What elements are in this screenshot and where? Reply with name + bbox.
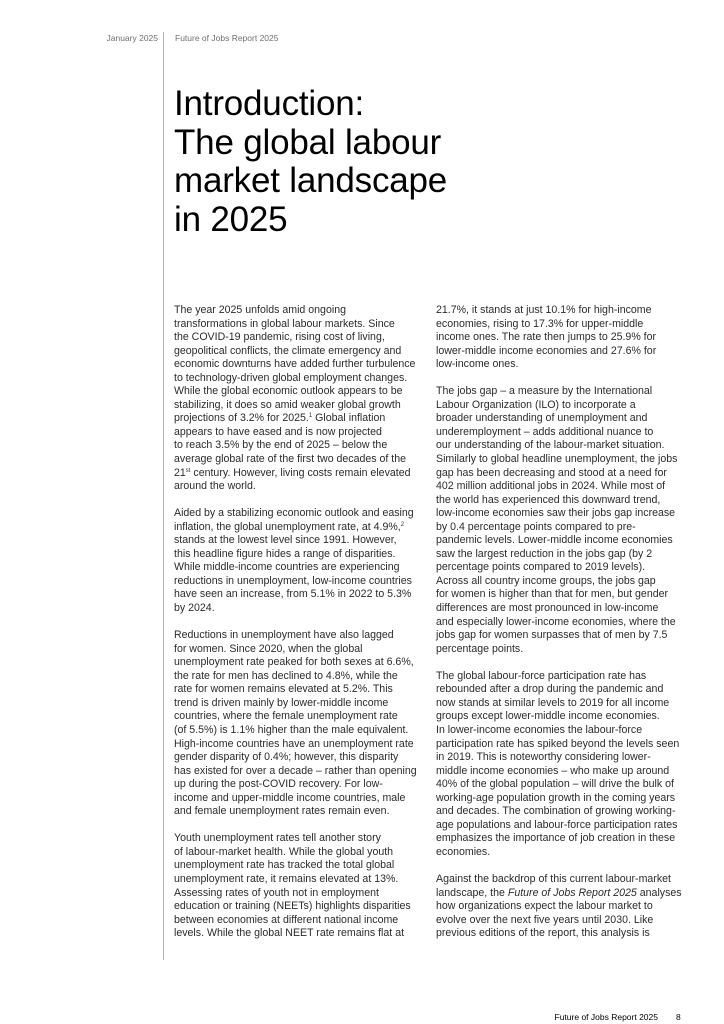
paragraph	[174, 832, 420, 940]
text-line: rate for women remains elevated at 5.2%. This	[174, 683, 393, 696]
page-header	[0, 33, 724, 47]
text-line: lower-middle income economies and 27.6% for	[436, 344, 657, 357]
text-line: and especially lower-income economies, where the	[436, 615, 676, 628]
text-line: High-income countries have an unemployment rate	[174, 737, 414, 750]
text-line: broader understanding of unemployment and	[436, 412, 648, 425]
text-line: income and upper-middle income countries, male	[174, 791, 406, 804]
text-line: differences are most pronounced in low-income	[436, 602, 659, 615]
text-line: this headline figure hides a range of disparities.	[174, 547, 396, 560]
text-line: In lower-income economies the labour-force	[436, 723, 643, 736]
text-line: jobs gap for women surpasses that of men by 7.5	[436, 629, 668, 642]
text-line: unemployment rate, it remains elevated at 13%.	[174, 872, 399, 885]
text-line: around the world.	[174, 480, 256, 493]
text-line: by 2024.	[174, 602, 215, 615]
report-title-italic: Future of Jobs Report 2025	[507, 886, 637, 899]
text-line: have seen an increase, from 5.1% in 2022 to 5.3%	[174, 588, 412, 601]
text-line: Across all country income groups, the jobs gap	[436, 574, 656, 587]
paragraph	[174, 507, 420, 615]
title-line: The global labour	[174, 122, 442, 162]
text-line: now stands at similar levels to 2019 for all income	[436, 696, 670, 709]
text-line: transformations in global labour markets. Since	[174, 317, 395, 330]
text-line: stands at the lowest level since 1991. However,	[174, 534, 397, 547]
text-line: by 0.4 percentage points compared to pre-	[436, 520, 636, 533]
text-line: The year 2025 unfolds amid ongoing	[174, 304, 346, 316]
paragraph	[436, 304, 688, 372]
text-line: has existed for over a decade – rather than opening	[174, 764, 417, 777]
text-line: percentage points.	[436, 642, 524, 655]
paragraph	[436, 670, 688, 860]
text-line: economies.	[436, 845, 491, 858]
text-line: Reductions in unemployment have also lagged	[174, 629, 394, 642]
text-line: The global labour-force participation rate has	[436, 669, 647, 682]
paragraph	[174, 629, 420, 819]
text-line: Youth unemployment rates tell another story	[174, 832, 381, 845]
text-line: evolve over the next five years until 2030. Like	[436, 913, 654, 926]
title-line: market landscape	[174, 161, 448, 200]
text-line: working-age population growth in the coming years	[436, 791, 676, 804]
text-line: age populations and labour-force participation rates	[436, 818, 678, 831]
text-line: levels. While the global NEET rate remains flat at	[174, 927, 405, 940]
text-line: to reach 3.5% by the end of 2025 – below the	[174, 439, 388, 452]
vertical-divider	[163, 32, 164, 960]
text-line: for women. Since 2020, when the global	[174, 642, 363, 655]
text-line: average global rate of the first two decades of the	[174, 453, 407, 466]
text-line: how organizations expect the labour market to	[436, 900, 653, 913]
page-title	[174, 85, 594, 239]
text-line: low-income ones.	[436, 358, 519, 371]
text-line: the COVID-19 pandemic, rising cost of living,	[174, 331, 385, 344]
text-line: to technology-driven global employment changes.	[174, 371, 408, 384]
text-line: of labour-market health. While the global youth	[174, 845, 394, 858]
text-line: Aided by a stabilizing economic outlook and easing	[174, 507, 414, 520]
text-line: groups except lower-middle income economies.	[436, 710, 660, 723]
text-line: countries, where the female unemployment rate	[174, 710, 398, 723]
text-line: economic downturns have added further turbulence	[174, 358, 416, 371]
text-line: reductions in unemployment, low-income countries	[174, 574, 412, 587]
paragraph	[436, 385, 688, 656]
text-line: trend is driven mainly by lower-middle income	[174, 696, 389, 709]
text-line: inflation, the global unemployment rate, at 4.9%,$^2$	[174, 520, 405, 533]
text-line: Assessing rates of youth not in employment	[174, 886, 379, 899]
text-line: appears to have eased and is now projected	[174, 425, 382, 438]
text-line: 21.7%, it stands at just 10.1% for high-income	[436, 304, 652, 316]
text-line: education or training (NEETs) highlights disparities	[174, 900, 411, 913]
right-text-column	[436, 304, 688, 941]
footnote-ref: 1	[308, 413, 313, 420]
text-line: the rate for men has declined to 4.8%, while the	[174, 669, 398, 682]
text-line: for women is higher than that for men, but gender	[436, 588, 669, 601]
text-line: previous editions of the report, this analysis is	[436, 927, 650, 940]
text-line: gender disparity of 0.4%; however, this disparity	[174, 751, 399, 764]
text-line: saw the largest reduction in the jobs gap (by 2	[436, 547, 653, 560]
text-line: up during the post-COVID recovery. For low-	[174, 778, 383, 791]
text-line: percentage points compared to 2019 levels).	[436, 561, 646, 574]
text-line: emphasizes the importance of job creation in these	[436, 832, 676, 845]
text-line: unemployment rate peaked for both sexes at 6.6%,	[174, 656, 414, 669]
text-line: Similarly to global headline unemployment, the jobs	[436, 453, 678, 466]
text-line: 402 million additional jobs in 2024. While most of	[436, 480, 666, 493]
text-line: projections of 3.2% for 2025.$^1$ Global inflation	[174, 412, 386, 425]
footnote-ref: 2	[400, 521, 405, 528]
text-line: 40% of the global population – will drive the bulk of	[436, 778, 674, 791]
paragraph	[436, 873, 688, 941]
text-line: gap has been decreasing and stood at a need for	[436, 466, 667, 479]
text-line: While the global economic outlook appears to be	[174, 385, 403, 398]
footer-report-title: Future of Jobs Report 2025	[554, 1012, 658, 1022]
text-line: pandemic levels. Lower-middle income economies	[436, 534, 673, 547]
text-line: underemployment – adds additional nuance to	[436, 425, 654, 438]
text-line: the world has experienced this downward trend,	[436, 493, 661, 506]
text-line: income ones. The rate then jumps to 25.9% for	[436, 331, 657, 344]
text-line: geopolitical conflicts, the climate emergency and	[174, 344, 402, 357]
paragraph	[174, 304, 420, 494]
title-line: in 2025	[174, 199, 288, 239]
header-report-title: Future of Jobs Report 2025	[175, 33, 279, 43]
page-number: 8	[676, 1012, 681, 1022]
text-line: our understanding of the labour-market situation.	[436, 439, 665, 452]
text-line: economies, rising to 17.3% for upper-middle	[436, 317, 644, 330]
title-line: Introduction:	[174, 84, 365, 123]
text-line: 21st century. However, living costs remain elevated	[174, 466, 411, 479]
text-line: stabilizing, it does so amid weaker global growth	[174, 398, 401, 411]
text-line: and female unemployment rates remain even.	[174, 805, 390, 818]
text-line: Against the backdrop of this current labour-market	[436, 872, 671, 885]
text-line: in 2019. This is noteworthy considering lower-	[436, 751, 651, 764]
text-line: unemployment rate has tracked the total global	[174, 859, 395, 872]
text-line: low-income economies saw their jobs gap increase	[436, 507, 676, 520]
text-line: Labour Organization (ILO) to incorporate a	[436, 398, 636, 411]
text-line: middle income economies – who make up around	[436, 764, 670, 777]
header-date: January 2025	[106, 33, 158, 43]
text-line: (of 5.5%) is 1.1% higher than the male equivalent.	[174, 723, 409, 736]
text-line: rebounded after a drop during the pandemic and	[436, 683, 664, 696]
text-line: and decades. The combination of growing working-	[436, 805, 676, 818]
text-line: participation rate has spiked beyond the levels seen	[436, 737, 680, 750]
text-line: between economies at different national income	[174, 913, 399, 926]
text-line: landscape, the Future of Jobs Report 2025 analyses	[436, 886, 682, 899]
left-text-column	[174, 304, 420, 941]
text-line: The jobs gap – a measure by the International	[436, 385, 653, 398]
text-line: While middle-income countries are experiencing	[174, 561, 400, 574]
